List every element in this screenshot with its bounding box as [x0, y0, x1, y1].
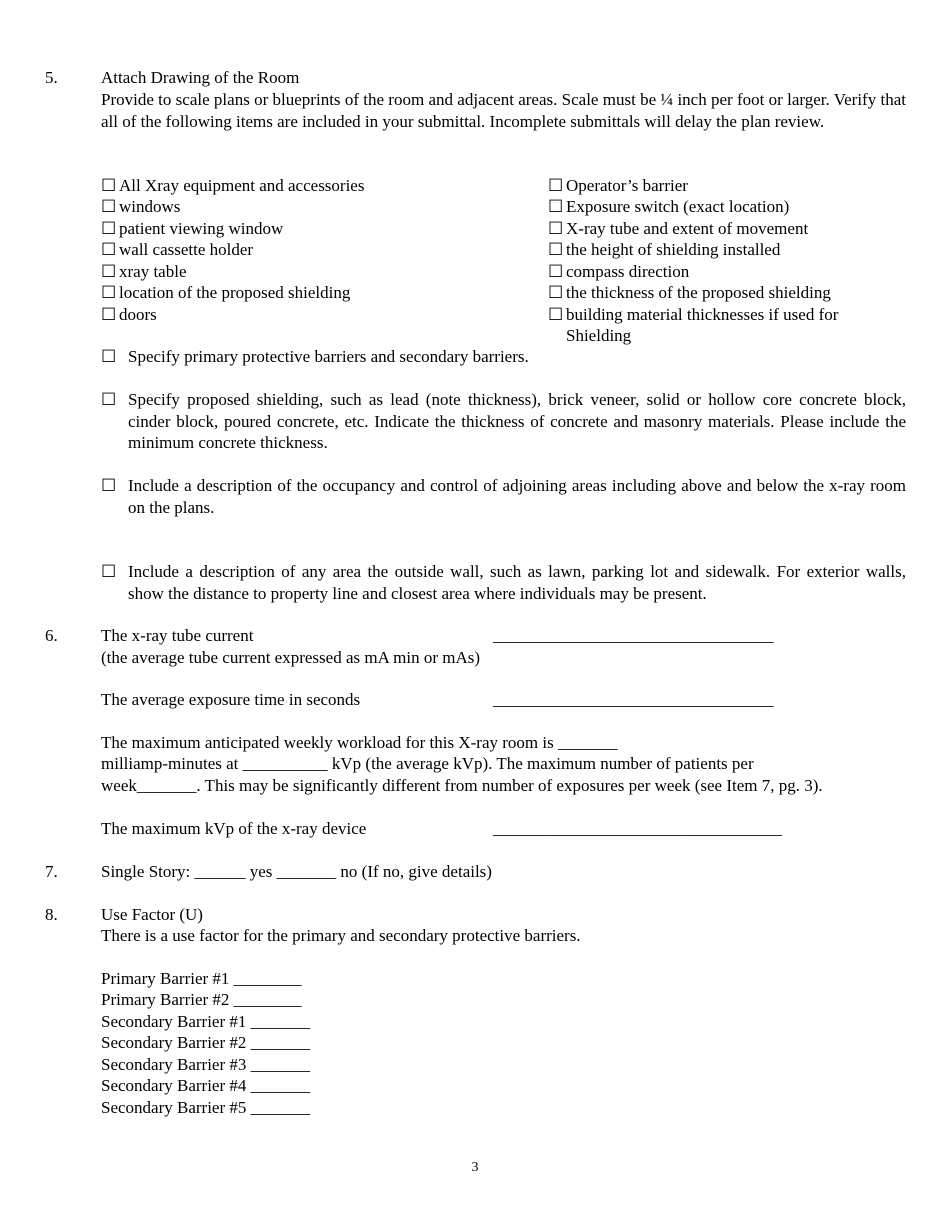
- spec-item-occupancy: Include a description of the occupancy and control of adjoining areas including above and below the x-ray room on the plans.: [128, 476, 906, 517]
- section-5-instructions: Provide to scale plans or blueprints of the room and adjacent areas. Scale must be ¼ inch per foot or larger. Verify that all of the following items are included in your submittal. Incomplete submittals will delay the plan review.: [101, 90, 906, 131]
- checklist-item[interactable]: ☐ Operator’s barrier: [548, 176, 688, 195]
- barrier-field[interactable]: Secondary Barrier #3 _______: [101, 1055, 311, 1074]
- barrier-field[interactable]: Primary Barrier #2 ________: [101, 990, 302, 1009]
- checklist-item[interactable]: ☐ the thickness of the proposed shielding: [548, 283, 831, 302]
- checklist-item[interactable]: ☐ building material thicknesses if used for: [548, 305, 839, 324]
- checklist-item[interactable]: ☐ All Xray equipment and accessories: [101, 176, 365, 195]
- checklist-item[interactable]: ☐ the height of shielding installed: [548, 240, 781, 259]
- checkbox[interactable]: ☐: [101, 219, 117, 238]
- checkbox[interactable]: ☐: [101, 197, 117, 216]
- spec-item-exterior: Include a description of any area the outside wall, such as lawn, parking lot and sidewalk. For exterior walls, show the distance to property line and closest area where individuals may be present.: [128, 562, 906, 603]
- checkbox[interactable]: ☐: [101, 283, 117, 302]
- checkbox[interactable]: ☐: [101, 476, 117, 495]
- checkbox[interactable]: ☐: [548, 176, 564, 195]
- tube-current-note: (the average tube current expressed as mA min or mAs): [101, 648, 481, 667]
- checkbox[interactable]: ☐: [548, 283, 564, 302]
- checkbox[interactable]: ☐: [548, 197, 564, 216]
- barrier-field[interactable]: Primary Barrier #1 ________: [101, 969, 302, 988]
- max-kvp-label: The maximum kVp of the x-ray device: [101, 819, 367, 838]
- spec-item-barriers: Specify primary protective barriers and secondary barriers.: [128, 347, 529, 366]
- checkbox[interactable]: ☐: [101, 562, 117, 581]
- barrier-field[interactable]: Secondary Barrier #2 _______: [101, 1033, 311, 1052]
- barrier-field[interactable]: Secondary Barrier #4 _______: [101, 1076, 311, 1095]
- checkbox[interactable]: ☐: [548, 262, 564, 281]
- checkbox[interactable]: ☐: [548, 305, 564, 324]
- checklist-item[interactable]: ☐ compass direction: [548, 262, 690, 281]
- checkbox[interactable]: ☐: [101, 390, 117, 409]
- barrier-field[interactable]: Secondary Barrier #5 _______: [101, 1098, 311, 1117]
- workload-line[interactable]: milliamp-minutes at __________ kVp (the average kVp). The maximum number of patients per: [101, 754, 754, 773]
- checkbox[interactable]: ☐: [101, 262, 117, 281]
- section-8-title: Use Factor (U): [101, 905, 203, 924]
- checklist-item[interactable]: ☐ xray table: [101, 262, 187, 281]
- section-5-number: 5.: [45, 68, 58, 87]
- section-6-number: 6.: [45, 626, 58, 645]
- section-7-number: 7.: [45, 862, 58, 881]
- checkbox[interactable]: ☐: [101, 240, 117, 259]
- page-number: 3: [471, 1160, 479, 1175]
- barrier-field[interactable]: Secondary Barrier #1 _______: [101, 1012, 311, 1031]
- checklist-item[interactable]: ☐ windows: [101, 197, 181, 216]
- exposure-time-label: The average exposure time in seconds: [101, 690, 361, 709]
- section-8-number: 8.: [45, 905, 58, 924]
- checklist-item[interactable]: ☐ X-ray tube and extent of movement: [548, 219, 809, 238]
- checklist-item[interactable]: ☐ location of the proposed shielding: [101, 283, 351, 302]
- workload-line[interactable]: week_______. This may be significantly different from number of exposures per week (see Item 7, pg. 3).: [101, 776, 823, 795]
- checkbox[interactable]: ☐: [548, 240, 564, 259]
- checklist-item[interactable]: ☐ patient viewing window: [101, 219, 284, 238]
- checkbox[interactable]: ☐: [101, 176, 117, 195]
- spec-item-shielding: Specify proposed shielding, such as lead (note thickness), brick veneer, solid or hollow core concrete block, cinder block, poured concrete, etc. Indicate the thickness of concrete and masonry materials. Please include the minimum concrete thickness.: [128, 390, 906, 452]
- tube-current-label: The x-ray tube current: [101, 626, 254, 645]
- tube-current-field[interactable]: _________________________________: [493, 626, 774, 645]
- exposure-time-field[interactable]: _________________________________: [493, 690, 774, 709]
- section-8-description: There is a use factor for the primary and secondary protective barriers.: [101, 926, 581, 945]
- checklist-item-continuation: Shielding: [566, 326, 632, 345]
- max-kvp-field[interactable]: __________________________________: [493, 819, 782, 838]
- checkbox[interactable]: ☐: [101, 347, 117, 366]
- checkbox[interactable]: ☐: [548, 219, 564, 238]
- workload-line[interactable]: The maximum anticipated weekly workload for this X-ray room is _______: [101, 733, 618, 752]
- checklist-item[interactable]: ☐ Exposure switch (exact location): [548, 197, 790, 216]
- single-story-field[interactable]: Single Story: ______ yes _______ no (If no, give details): [101, 862, 492, 881]
- checkbox[interactable]: ☐: [101, 305, 117, 324]
- checklist-item[interactable]: ☐ wall cassette holder: [101, 240, 254, 259]
- checklist-item[interactable]: ☐ doors: [101, 305, 157, 324]
- section-5-title: Attach Drawing of the Room: [101, 68, 300, 87]
